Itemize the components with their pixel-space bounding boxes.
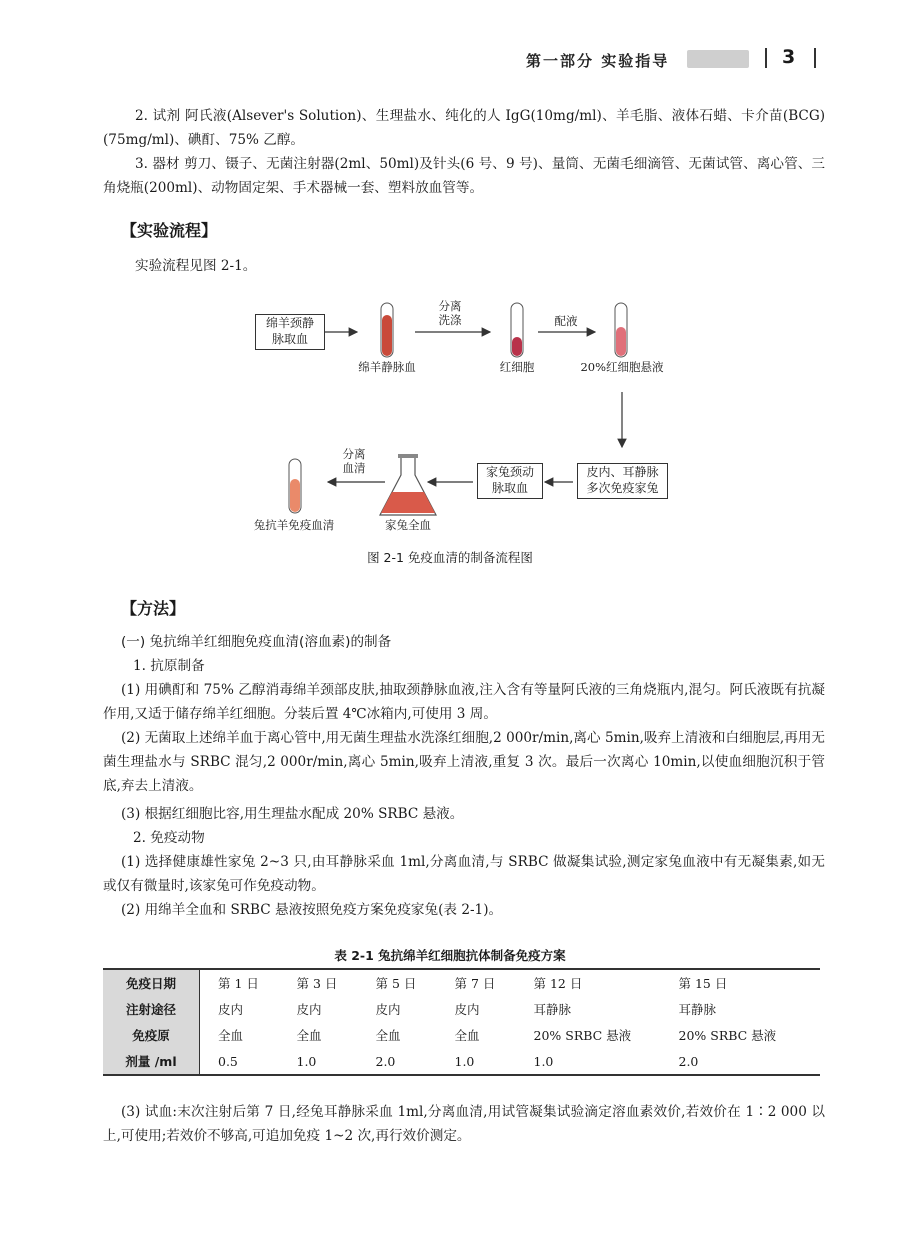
label-red-cells: 红细胞 bbox=[499, 360, 535, 374]
table-cell: 2.0 bbox=[678, 1053, 699, 1069]
table-cell: 皮内 bbox=[218, 1002, 244, 1017]
table-cell: 第 1 日 bbox=[218, 976, 259, 991]
test-tube-icon bbox=[511, 303, 523, 357]
label-suspension: 20%红细胞悬液 bbox=[580, 360, 664, 374]
subsection-title: (一) 兔抗绵羊红细胞免疫血清(溶血素)的制备 bbox=[121, 634, 392, 650]
running-header-section: 第一部分 实验指导 bbox=[526, 52, 670, 70]
table-row bbox=[103, 1022, 820, 1048]
row-header: 免疫日期 bbox=[103, 969, 200, 996]
label-whole-blood: 家兔全血 bbox=[385, 518, 431, 532]
box-carotid-blood: 家兔颈动 脉取血 bbox=[477, 463, 543, 499]
table-cell: 皮内 bbox=[375, 1002, 401, 1017]
table-cell: 第 3 日 bbox=[296, 976, 338, 991]
box-immunize-rabbit: 皮内、耳静脉 多次免疫家兔 bbox=[577, 463, 668, 499]
table-cell: 1.0 bbox=[533, 1053, 554, 1069]
test-tube-icon bbox=[615, 303, 627, 357]
table-row bbox=[103, 969, 820, 996]
reagents-paragraph: 2. 试剂 阿氏液(Alsever's Solution)、生理盐水、纯化的人 IgG(10mg/ml)、羊毛脂、液体石蜡、卡介苗(BCG)(75mg/ml)、碘酊、75% 乙醇。 bbox=[103, 108, 825, 148]
table-cell: 全血 bbox=[454, 1028, 480, 1043]
row-header: 免疫原 bbox=[103, 1022, 200, 1048]
equipment-paragraph: 3. 器材 剪刀、镊子、无菌注射器(2ml、50ml)及针头(6 号、9 号)、量筒、无菌毛细滴管、无菌试管、离心管、三角烧瓶(200ml)、动物固定架、手术器械一套、塑料放血管等。 bbox=[103, 156, 825, 196]
label-sheep-blood: 绵羊静脉血 bbox=[358, 360, 416, 374]
header-divider bbox=[765, 48, 767, 68]
table-row bbox=[103, 996, 820, 1022]
immunization-table bbox=[103, 968, 820, 1076]
row-header: 剂量 /ml bbox=[103, 1048, 200, 1075]
header-divider bbox=[814, 48, 816, 68]
table-cell: 20% SRBC 悬液 bbox=[678, 1028, 777, 1043]
table-cell: 全血 bbox=[296, 1028, 322, 1043]
label-separate-wash: 分离 洗涤 bbox=[438, 299, 462, 327]
table-cell: 20% SRBC 悬液 bbox=[533, 1028, 632, 1043]
flow-intro: 实验流程见图 2-1。 bbox=[135, 258, 257, 274]
table-cell: 皮内 bbox=[454, 1002, 480, 1017]
table-cell: 耳静脉 bbox=[533, 1002, 572, 1017]
method-paragraph-5: (2) 用绵羊全血和 SRBC 悬液按照免疫方案免疫家兔(表 2-1)。 bbox=[121, 902, 503, 918]
section-title-flow: 【实验流程】 bbox=[121, 221, 218, 240]
page-number: 3 bbox=[782, 46, 796, 68]
table-cell: 第 5 日 bbox=[375, 976, 417, 991]
section-title-methods: 【方法】 bbox=[121, 599, 186, 618]
method-paragraph-2: (2) 无菌取上述绵羊血于离心管中,用无菌生理盐水洗涤红细胞,2 000r/min,离心 5min,吸弃上清液和白细胞层,再用无菌生理盐水与 SRBC 混匀,2 000r/min,离心 5min,吸弃上清液,重复 3 次。最后一次离心 10min,以使血细胞沉积于管底,弃去上清液。 bbox=[103, 730, 825, 794]
method-paragraph-6: (3) 试血:末次注射后第 7 日,经兔耳静脉采血 1ml,分离血清,用试管凝集试验滴定溶血素效价,若效价在 1∶2 000 以上,可使用;若效价不够高,可追加免疫 1~2 次,再行效价测定。 bbox=[103, 1104, 825, 1144]
table-cell: 第 12 日 bbox=[533, 976, 583, 991]
table-cell: 1.0 bbox=[296, 1053, 317, 1069]
item-antigen-prep: 1. 抗原制备 bbox=[133, 658, 205, 674]
label-prepare: 配液 bbox=[554, 314, 578, 328]
box-sheep-jugular: 绵羊颈静 脉取血 bbox=[255, 314, 325, 350]
method-paragraph-1: (1) 用碘酊和 75% 乙醇消毒绵羊颈部皮肤,抽取颈静脉血液,注入含有等量阿氏液的三角烧瓶内,混匀。阿氏液既有抗凝作用,又适于储存绵羊红细胞。分装后置 4℃冰箱内,可使用 3 周。 bbox=[103, 682, 825, 722]
method-paragraph-4: (1) 选择健康雄性家兔 2~3 只,由耳静脉采血 1ml,分离血清,与 SRBC 做凝集试验,测定家兔血液中有无凝集素,如无或仅有微量时,该家兔可作免疫动物。 bbox=[103, 854, 825, 894]
label-antiserum: 兔抗羊免疫血清 bbox=[253, 518, 335, 532]
table-cell: 2.0 bbox=[375, 1053, 396, 1069]
table-cell: 第 7 日 bbox=[454, 976, 496, 991]
table-cell: 皮内 bbox=[296, 1002, 322, 1017]
flask-icon bbox=[380, 454, 436, 515]
table-cell: 第 15 日 bbox=[678, 976, 728, 991]
flow-diagram bbox=[240, 297, 669, 542]
table-cell: 1.0 bbox=[454, 1053, 475, 1069]
header-decoration-bar bbox=[687, 50, 749, 68]
table-caption: 表 2-1 兔抗绵羊红细胞抗体制备免疫方案 bbox=[334, 948, 566, 963]
row-header: 注射途径 bbox=[103, 996, 200, 1022]
item-immunize-animals: 2. 免疫动物 bbox=[133, 830, 205, 846]
table-cell: 全血 bbox=[218, 1028, 244, 1043]
table-cell: 全血 bbox=[375, 1028, 401, 1043]
label-separate-serum: 分离 血清 bbox=[342, 447, 366, 475]
table-cell: 耳静脉 bbox=[678, 1002, 717, 1017]
test-tube-icon bbox=[289, 459, 301, 513]
test-tube-icon bbox=[381, 303, 393, 357]
method-paragraph-3: (3) 根据红细胞比容,用生理盐水配成 20% SRBC 悬液。 bbox=[121, 806, 464, 822]
table-cell: 0.5 bbox=[218, 1053, 238, 1069]
table-row bbox=[103, 1048, 820, 1075]
figure-caption: 图 2-1 免疫血清的制备流程图 bbox=[367, 550, 533, 565]
